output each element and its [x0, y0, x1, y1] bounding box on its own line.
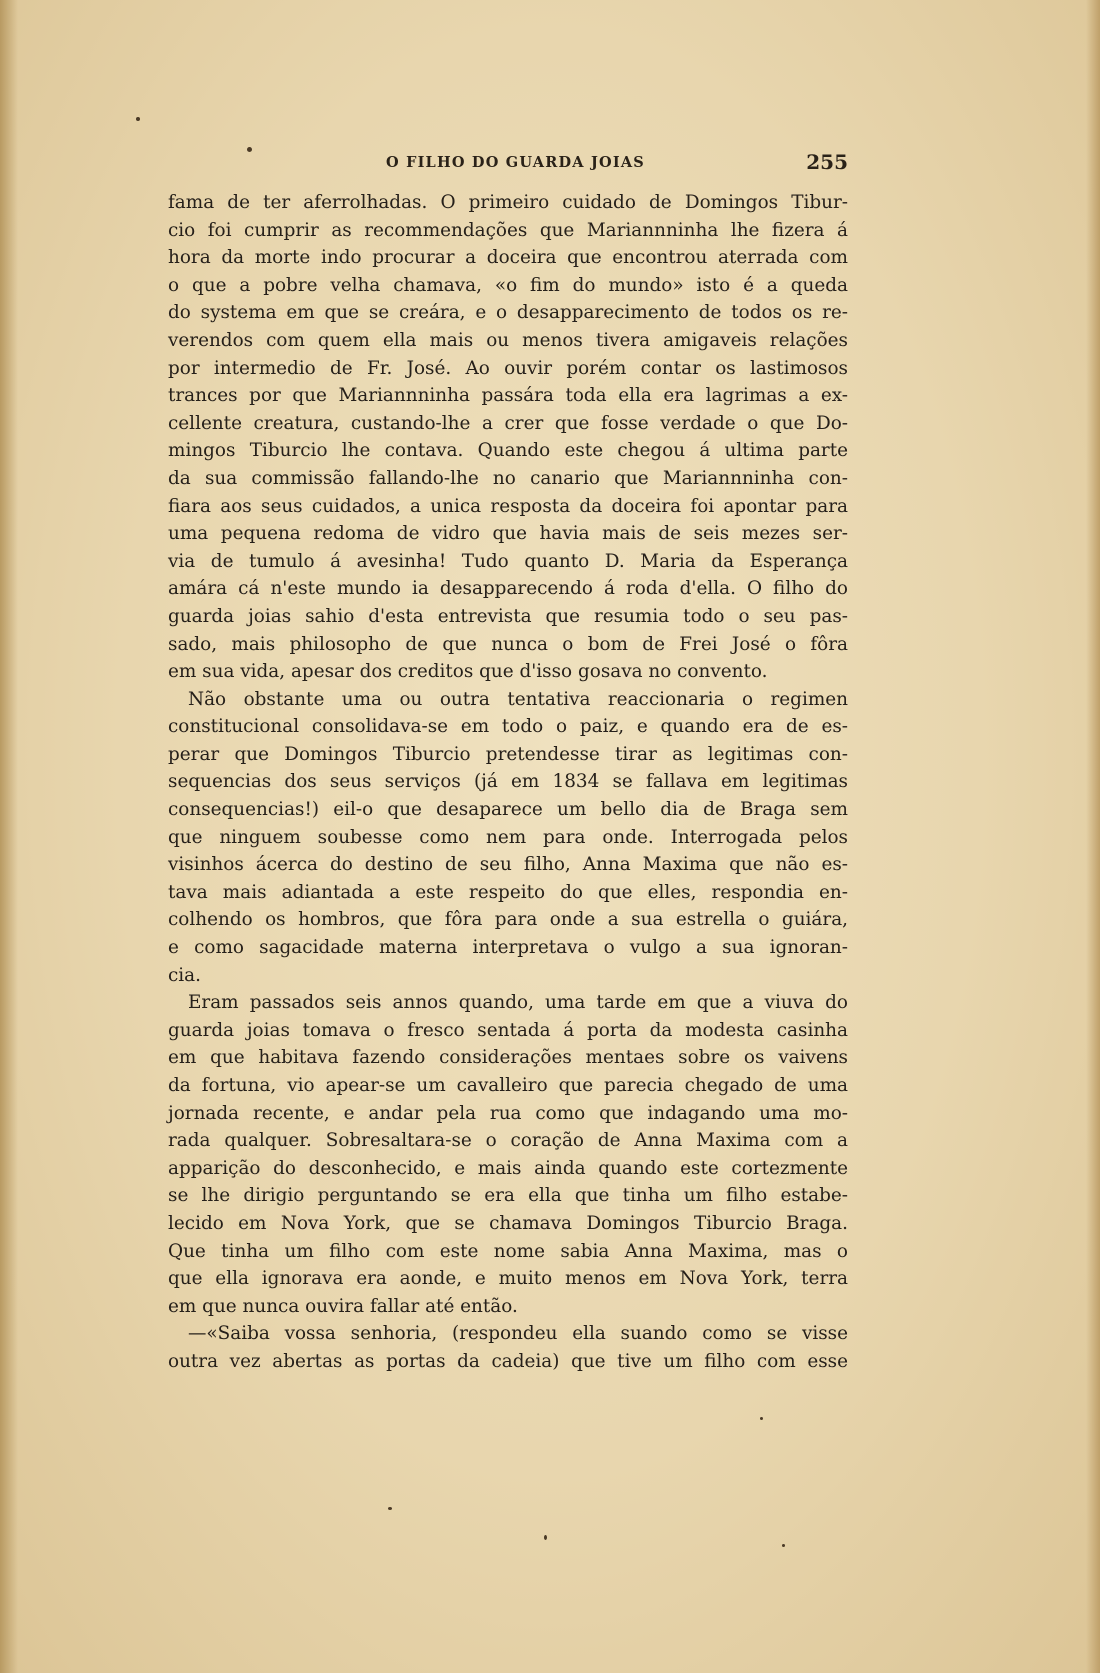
text-line: rada qualquer. Sobresaltara-se o coração de Anna Maxima com a — [168, 1130, 848, 1152]
text-line: Eram passados seis annos quando, uma tarde em que a viuva do — [188, 992, 848, 1014]
paragraph-3 — [168, 989, 848, 1320]
text-line: sequencias dos seus serviços (já em 1834 se fallava em legitimas — [168, 771, 848, 793]
text-line: em que habitava fazendo considerações mentaes sobre os vaivens — [168, 1047, 848, 1069]
ink-speck — [782, 1544, 785, 1547]
text-line: Não obstante uma ou outra tentativa reaccionaria o regimen — [188, 688, 848, 710]
text-line: sado, mais philosopho de que nunca o bom de Frei José o fôra — [168, 633, 848, 655]
paragraph-2 — [168, 686, 848, 990]
text-line: colhendo os hombros, que fôra para onde a sua estrella o guiára, — [168, 909, 848, 931]
text-line: o que a pobre velha chamava, «o fim do mundo» isto é a queda — [168, 274, 848, 296]
ink-speck — [760, 1417, 763, 1420]
text-line: fiara aos seus cuidados, a unica resposta da doceira foi apontar para — [168, 495, 848, 517]
text-line: cio foi cumprir as recommendações que Mariannninha lhe fizera á — [168, 219, 848, 241]
body-text — [168, 189, 848, 1376]
text-line: outra vez abertas as portas da cadeia) que tive um filho com esse — [168, 1350, 848, 1372]
page-number: 255 — [806, 150, 848, 174]
text-line: do systema em que se creára, e o desapparecimento de todos os re- — [168, 302, 848, 324]
text-line: jornada recente, e andar pela rua como que indagando uma mo- — [168, 1102, 848, 1124]
text-line: constitucional consolidava-se em todo o paiz, e quando era de es- — [168, 716, 848, 738]
text-line: lecido em Nova York, que se chamava Domingos Tiburcio Braga. — [168, 1212, 848, 1234]
text-line: guarda joias tomava o fresco sentada á porta da modesta casinha — [168, 1019, 848, 1041]
ink-speck — [544, 1535, 547, 1540]
text-line: apparição do desconhecido, e mais ainda quando este cortezmente — [168, 1157, 848, 1179]
text-line: amára cá n'este mundo ia desapparecendo á roda d'ella. O filho do — [168, 578, 848, 600]
text-line: via de tumulo á avesinha! Tudo quanto D. Maria da Esperança — [168, 550, 848, 572]
ink-speck — [388, 1507, 392, 1510]
text-line: verendos com quem ella mais ou menos tivera amigaveis relações — [168, 329, 848, 351]
text-line: em sua vida, apesar dos creditos que d'isso gosava no convento. — [168, 661, 768, 683]
text-line: hora da morte indo procurar a doceira que encontrou aterrada com — [168, 247, 848, 269]
page-edge-left — [0, 0, 18, 1673]
text-line: cellente creatura, custando-lhe a crer que fosse verdade o que Do- — [168, 412, 848, 434]
text-line: por intermedio de Fr. José. Ao ouvir porém contar os lastimosos — [168, 357, 848, 379]
text-line: Que tinha um filho com este nome sabia Anna Maxima, mas o — [168, 1240, 848, 1262]
ink-speck — [136, 117, 140, 121]
text-line: que ella ignorava era aonde, e muito menos em Nova York, terra — [168, 1268, 848, 1290]
text-line: cia. — [168, 964, 201, 986]
running-title: O FILHO DO GUARDA JOIAS — [386, 154, 645, 171]
ink-speck — [247, 147, 252, 152]
text-line: perar que Domingos Tiburcio pretendesse tirar as legitimas con- — [168, 743, 848, 765]
text-line: visinhos ácerca do destino de seu filho, Anna Maxima que não es- — [168, 854, 848, 876]
text-line: mingos Tiburcio lhe contava. Quando este chegou á ultima parte — [168, 440, 848, 462]
text-line: consequencias!) eil-o que desaparece um bello dia de Braga sem — [168, 799, 848, 821]
page-edge-right — [1086, 0, 1100, 1673]
text-line: —«Saiba vossa senhoria, (respondeu ella suando como se visse — [188, 1323, 848, 1345]
text-line: trances por que Mariannninha passára toda ella era lagrimas a ex- — [168, 385, 848, 407]
text-line: da sua commissão fallando-lhe no canario que Mariannninha con- — [168, 467, 848, 489]
text-line: que ninguem soubesse como nem para onde. Interrogada pelos — [168, 826, 848, 848]
paragraph-4 — [168, 1320, 848, 1375]
page-header — [168, 150, 848, 178]
text-line: e como sagacidade materna interpretava o vulgo a sua ignoran- — [168, 937, 848, 959]
text-line: tava mais adiantada a este respeito do que elles, respondia en- — [168, 881, 848, 903]
text-line: da fortuna, vio apear-se um cavalleiro que parecia chegado de uma — [168, 1075, 848, 1096]
text-line: em que nunca ouvira fallar até então. — [168, 1295, 518, 1317]
text-line: guarda joias sahio d'esta entrevista que resumia todo o seu pas- — [168, 605, 848, 627]
text-line: se lhe dirigio perguntando se era ella que tinha um filho estabe- — [168, 1185, 848, 1207]
paragraph-1 — [168, 189, 848, 686]
text-line: uma pequena redoma de vidro que havia mais de seis mezes ser- — [168, 523, 848, 545]
text-line: fama de ter aferrolhadas. O primeiro cuidado de Domingos Tibur- — [168, 192, 848, 213]
